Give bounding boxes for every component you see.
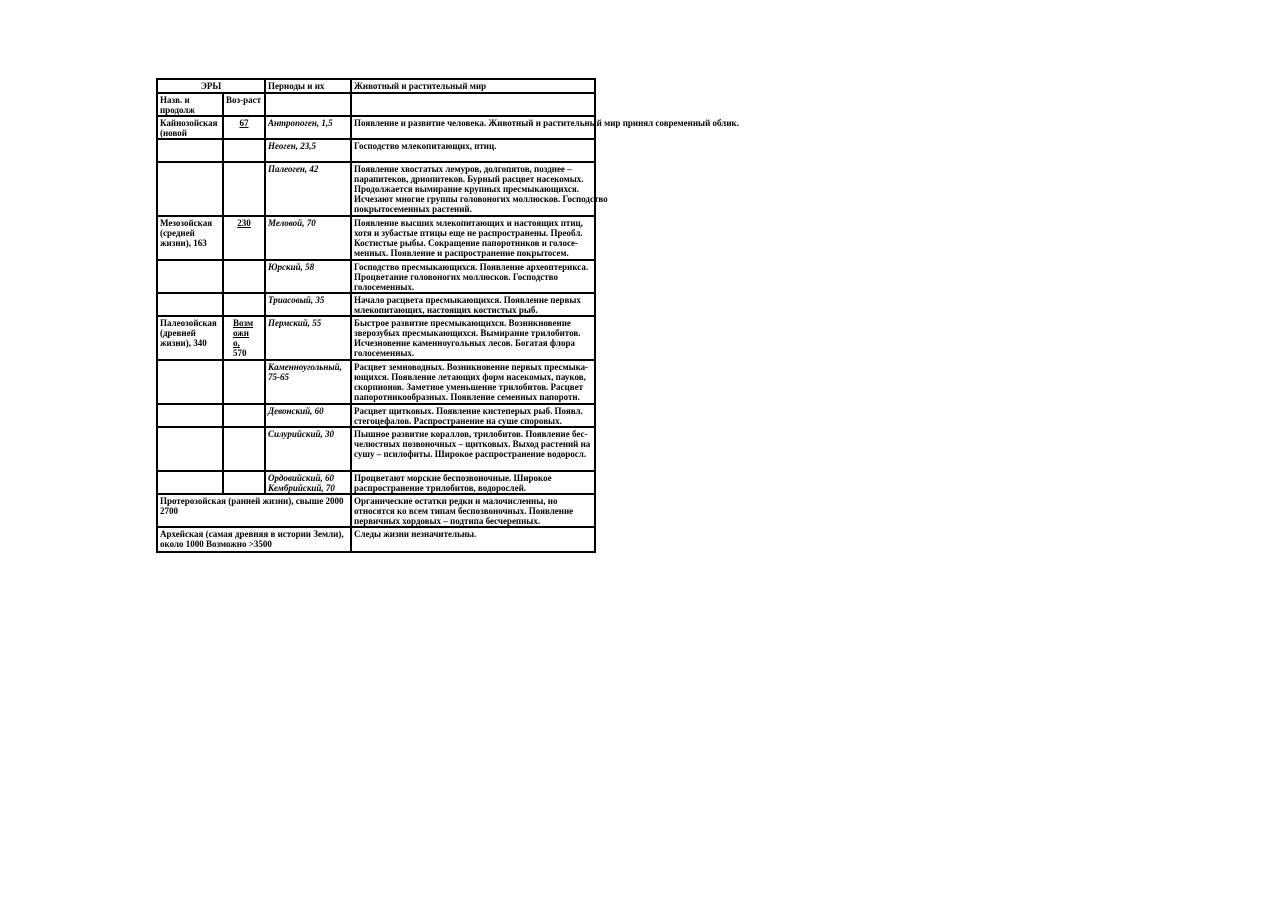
header-age: Воз-раст — [223, 93, 265, 116]
era-cell — [157, 360, 223, 404]
life-text: Появление хвостатых лемуров, долгопятов, позднее – парапитеков, дриопитеков. Бурный расцвет насекомых. Продолжается вымирание крупных пресмыкающихся. Исчезают многие группы головоногих моллюсков. Господство покрытосеменных растений. — [354, 164, 608, 214]
era-cell — [157, 427, 223, 471]
era-cell: Кайнозойская (новой — [157, 116, 223, 139]
age-cell — [223, 139, 265, 162]
age-cell — [223, 162, 265, 216]
age-cell — [223, 216, 265, 260]
period-cell: Каменноугольный, 75-65 — [265, 360, 351, 404]
header-name-duration: Назв. и продолж — [157, 93, 223, 116]
age-cell — [223, 360, 265, 404]
age-cell — [223, 260, 265, 293]
life-cell — [351, 116, 739, 139]
table-row — [157, 471, 595, 494]
era-cell — [157, 139, 223, 162]
life-cell: Расцвет щитковых. Появление кистеперых рыб. Появл. стегоцефалов. Распространение на суше споровых. — [351, 404, 595, 427]
header-life: Животный и растительный мир — [351, 79, 595, 93]
age-value-bottom: 570 — [233, 348, 247, 358]
period-cell: Силурийский, 30 — [265, 427, 351, 471]
period-cell: Неоген, 23,5 — [265, 139, 351, 162]
age-cell — [223, 116, 265, 139]
subheader-empty — [265, 93, 351, 116]
table-row — [157, 139, 595, 162]
period-cell: Девонский, 60 — [265, 404, 351, 427]
life-cell: Расцвет земноводных. Возникновение первых пресмыка-ющихся. Появление летающих форм насекомых, пауков, скорпионов. Заметное уменьшение трилобитов. Расцвет папоротникообразных. Появление семенных папоротн. — [351, 360, 595, 404]
life-cell — [351, 162, 608, 216]
period-cell: Палеоген, 42 — [265, 162, 351, 216]
age-value-top: Возм ожн о, — [233, 318, 254, 348]
period-cell: Антропоген, 1,5 — [265, 116, 351, 139]
subheader-empty — [351, 93, 595, 116]
period-cell: Юрский, 58 — [265, 260, 351, 293]
life-cell: Начало расцвета пресмыкающихся. Появление первых млекопитающих, настоящих костистых рыб. — [351, 293, 595, 316]
table-row — [157, 427, 595, 471]
table-row — [157, 260, 595, 293]
period-cambrian: Кембрийский, 70 — [268, 483, 335, 493]
table-row — [157, 216, 595, 260]
era-cell-wide: Архейская (самая древняя в истории Земли), около 1000 Возможно >3500 — [157, 527, 351, 552]
table-row — [157, 404, 595, 427]
header-eras: ЭРЫ — [157, 79, 265, 93]
life-cell: Органические остатки редки и малочисленны, но относятся ко всем типам беспозвоночных. Появление первичных хордовых – подтипа бесчерепных. — [351, 494, 595, 527]
era-cell — [157, 471, 223, 494]
era-cell-wide: Протерозойская (ранней жизни), свыше 2000 2700 — [157, 494, 351, 527]
era-cell — [157, 162, 223, 216]
era-cell: Палеозойская (древней жизни), 340 — [157, 316, 223, 360]
era-cell — [157, 260, 223, 293]
life-text: Появление и развитие человека. Животный и растительный мир принял современный облик. — [354, 118, 739, 128]
header-periods: Периоды и их — [265, 79, 351, 93]
table-row — [157, 527, 595, 552]
table-row — [157, 116, 595, 139]
table-row — [157, 293, 595, 316]
age-cell — [223, 404, 265, 427]
header-row — [157, 79, 595, 93]
life-cell: Господство млекопитающих, птиц. — [351, 139, 595, 162]
table-row — [157, 494, 595, 527]
life-cell: Появление высших млекопитающих и настоящих птиц, хотя и зубастые птицы еще не распространены. Преобл. Костистые рыбы. Сокращение папоротников и голосе-менных. Появление и распространение покрытосем. — [351, 216, 595, 260]
era-cell: Мезозойская (средней жизни), 163 — [157, 216, 223, 260]
period-cell: Меловой, 70 — [265, 216, 351, 260]
life-cell: Быстрое развитие пресмыкающихся. Возникновение зверозубых пресмыкающихся. Вымирание трилобитов. Исчезновение каменноугольных лесов. Богатая флора голосеменных. — [351, 316, 595, 360]
age-value: 230 — [237, 218, 251, 228]
age-cell — [223, 427, 265, 471]
life-cell: Пышное развитие кораллов, трилобитов. Появление бес-челюстных позвоночных – щитковых. Выход растений на сушу – псилофиты. Широкое распространение водоросл. — [351, 427, 595, 471]
era-cell — [157, 404, 223, 427]
life-cell: Господство пресмыкающихся. Появление археоптерикса. Процветание головоногих моллюсков. Господство голосеменных. — [351, 260, 595, 293]
period-cell — [265, 471, 351, 494]
age-cell — [223, 471, 265, 494]
life-cell: Следы жизни незначительны. — [351, 527, 595, 552]
period-cell: Пермский, 55 — [265, 316, 351, 360]
geochronology-sheet — [156, 78, 739, 553]
subheader-row — [157, 93, 595, 116]
table-row — [157, 360, 595, 404]
age-value: 67 — [239, 118, 249, 128]
table-row — [157, 316, 595, 360]
table-row — [157, 162, 595, 216]
era-cell — [157, 293, 223, 316]
period-ordovician: Ордовийский, 60 — [268, 473, 334, 483]
age-cell — [223, 293, 265, 316]
geochronology-table — [156, 78, 739, 553]
age-cell — [223, 316, 265, 360]
period-cell: Триасовый, 35 — [265, 293, 351, 316]
life-cell: Процветают морские беспозвоночные. Широкое распространение трилобитов, водорослей. — [351, 471, 595, 494]
